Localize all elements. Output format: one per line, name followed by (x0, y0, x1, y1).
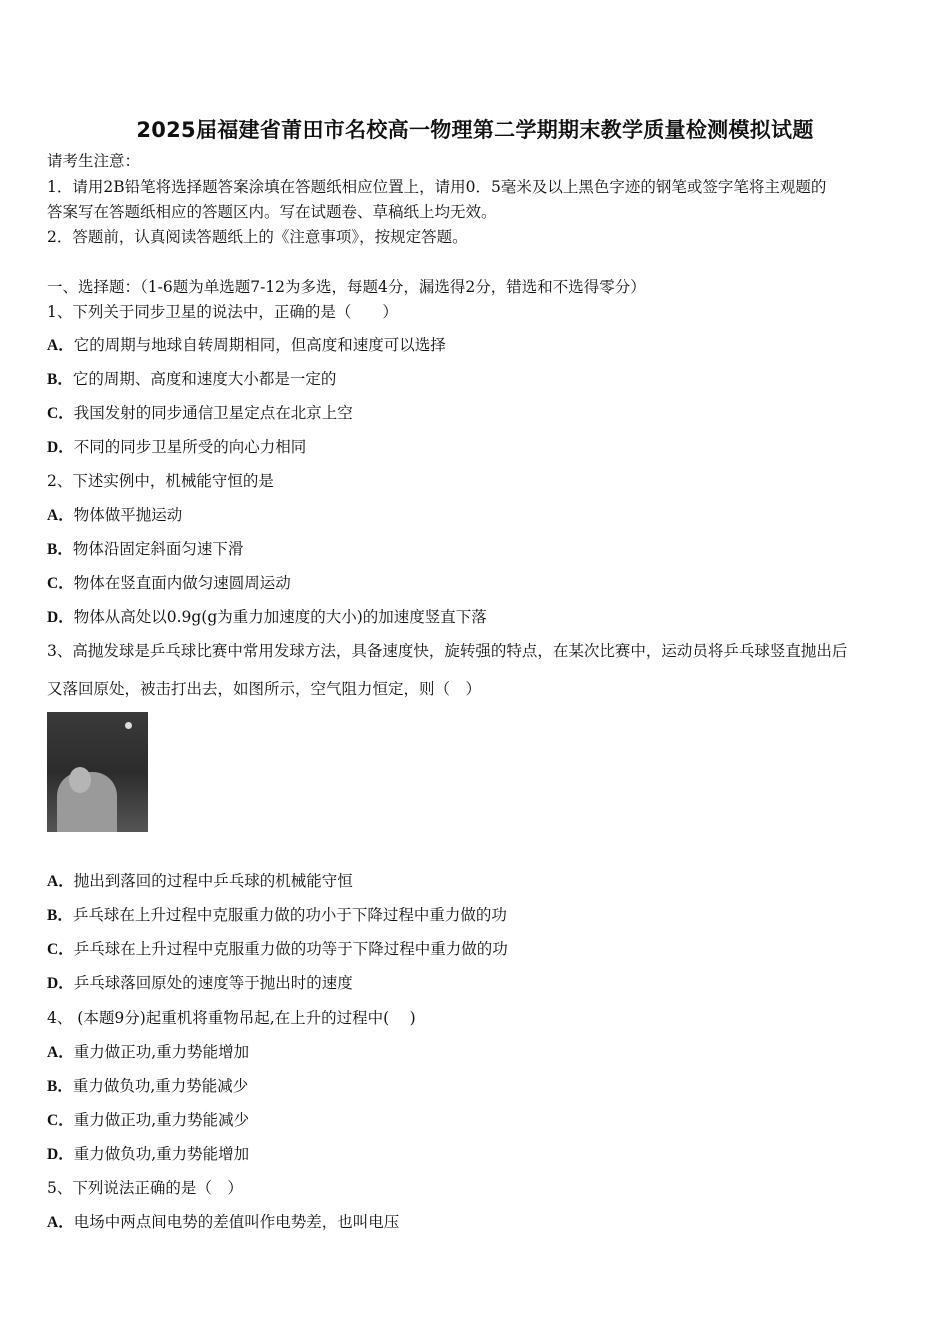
option (47, 939, 508, 960)
notice-heading: 请考生注意： (47, 152, 141, 170)
option-label: B． (47, 907, 73, 924)
option (47, 539, 243, 560)
option-text: 抛出到落回的过程中乒乓球的机械能守恒 (73, 872, 353, 890)
option-text: 物体从高处以0.9g(g为重力加速度的大小)的加速度竖直下落 (73, 608, 487, 626)
option-label: A． (47, 1044, 74, 1061)
question-1-stem: 1、下列关于同步卫星的说法中，正确的是（ ） (47, 303, 398, 321)
option-text: 重力做负功,重力势能增加 (73, 1145, 250, 1163)
option-text: 乒乓球落回原处的速度等于抛出时的速度 (73, 974, 353, 992)
option-text: 乒乓球在上升过程中克服重力做的功等于下降过程中重力做的功 (73, 940, 508, 958)
option-text: 电场中两点间电势的差值叫作电势差，也叫电压 (73, 1213, 400, 1231)
option-text: 它的周期、高度和速度大小都是一定的 (72, 370, 337, 388)
option (47, 335, 446, 356)
notice-line: 1．请用2B铅笔将选择题答案涂填在答题纸相应位置上，请用0．5毫米及以上黑色字迹的钢笔或签字笔将主观题的 (47, 178, 827, 196)
question-5-stem: 5、下列说法正确的是（ ） (47, 1179, 243, 1197)
option-text: 不同的同步卫星所受的向心力相同 (73, 438, 307, 456)
option (47, 871, 353, 892)
option-text: 我国发射的同步通信卫星定点在北京上空 (73, 404, 353, 422)
option-text: 物体在竖直面内做匀速圆周运动 (73, 574, 291, 592)
option-label: D． (47, 1146, 74, 1163)
ball-shape (125, 722, 132, 729)
option (47, 1144, 249, 1165)
option-text: 它的周期与地球自转周期相同，但高度和速度可以选择 (73, 336, 446, 354)
option-label: C． (47, 941, 74, 958)
option-label: A． (47, 337, 74, 354)
option (47, 1110, 249, 1131)
option (47, 1212, 399, 1233)
option-text: 重力做负功,重力势能减少 (72, 1077, 249, 1095)
option (47, 573, 291, 594)
option (47, 403, 353, 424)
option-label: D． (47, 975, 74, 992)
option-label: A． (47, 1214, 74, 1231)
option-label: B． (47, 1078, 73, 1095)
option (47, 1042, 249, 1063)
option-label: B． (47, 371, 73, 388)
question-3-stem: 又落回原处，被击打出去，如图所示，空气阻力恒定，则（ ） (47, 680, 482, 698)
option-label: A． (47, 873, 74, 890)
option (47, 1076, 248, 1097)
option-label: D． (47, 609, 74, 626)
option-label: A． (47, 507, 74, 524)
option (47, 973, 353, 994)
option-text: 重力做正功,重力势能减少 (73, 1111, 250, 1129)
option-text: 物体沿固定斜面匀速下滑 (72, 540, 244, 558)
option (47, 369, 336, 390)
option-label: B． (47, 541, 73, 558)
option-label: C． (47, 1112, 74, 1129)
option (47, 505, 182, 526)
option-label: D． (47, 439, 74, 456)
option-text: 物体做平抛运动 (73, 506, 183, 524)
option (47, 905, 507, 926)
section-heading: 一、选择题：（1-6题为单选题7-12为多选，每题4分，漏选得2分，错选和不选得零分） (47, 278, 646, 296)
question-4-stem: 4、 (本题9分)起重机将重物吊起,在上升的过程中( ) (47, 1009, 416, 1027)
question-3-stem: 3、高抛发球是乒乓球比赛中常用发球方法，具备速度快，旋转强的特点，在某次比赛中，运动员将乒乓球竖直抛出后 (47, 642, 848, 660)
option-text: 乒乓球在上升过程中克服重力做的功小于下降过程中重力做的功 (72, 906, 507, 924)
option-label: C． (47, 405, 74, 422)
option-label: C． (47, 575, 74, 592)
document-title: 2025届福建省莆田市名校高一物理第二学期期末教学质量检测模拟试题 (136, 118, 814, 142)
notice-line: 2．答题前，认真阅读答题纸上的《注意事项》，按规定答题。 (47, 228, 468, 246)
option (47, 607, 487, 628)
question-2-stem: 2、下述实例中，机械能守恒的是 (47, 472, 274, 490)
option (47, 437, 306, 458)
player-head-shape (69, 767, 91, 793)
option-text: 重力做正功,重力势能增加 (73, 1043, 250, 1061)
notice-line: 答案写在答题纸相应的答题区内。写在试题卷、草稿纸上均无效。 (47, 203, 497, 221)
table-tennis-serve-photo (47, 712, 148, 832)
